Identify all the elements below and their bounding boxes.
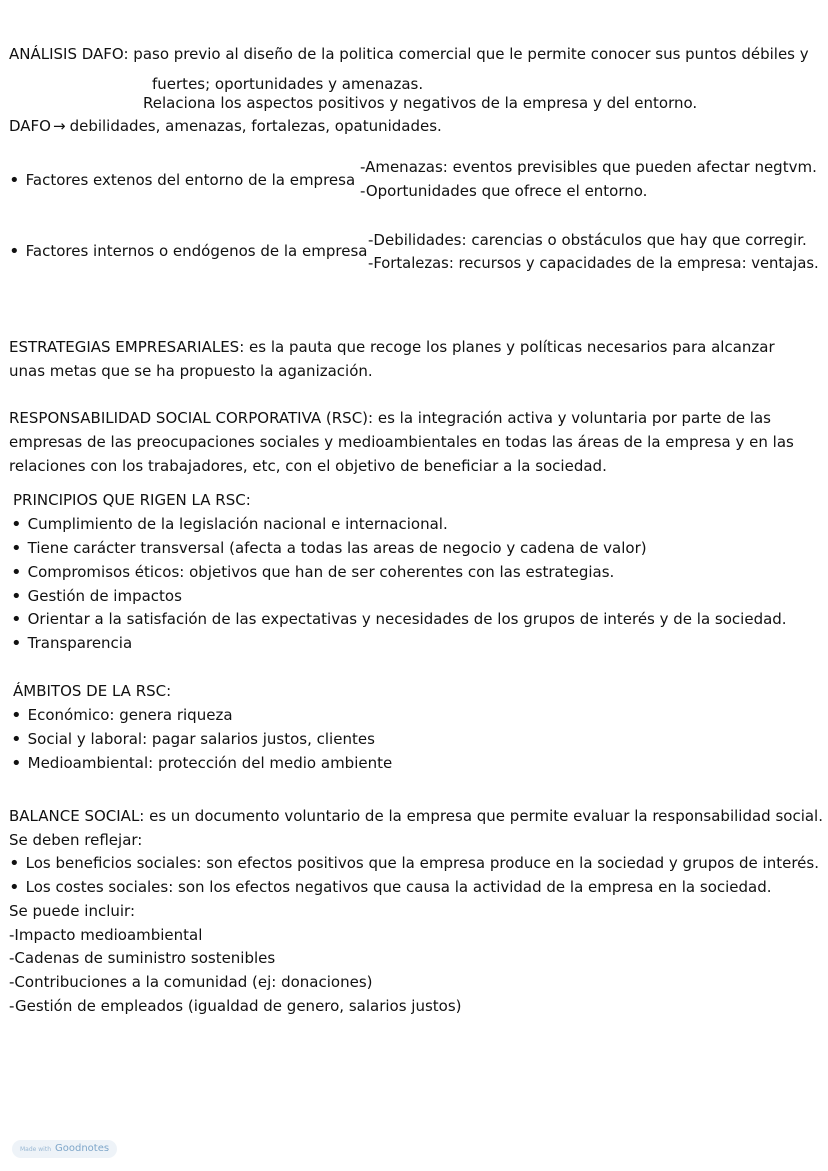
balance-line-1: BALANCE SOCIAL: es un documento voluntario de la empresa que permite evaluar la responsabilidad social. <box>9 807 823 825</box>
dafo-line-1: ANÁLISIS DAFO: paso previo al diseño de la politica comercial que le permite conocer sus puntos débiles y <box>9 45 809 63</box>
rsc-line-2: empresas de las preocupaciones sociales y medioambientales en todas las áreas de la empresa y en las <box>9 433 794 451</box>
principio-item: • Transparencia <box>11 633 132 653</box>
principio-item: • Gestión de impactos <box>11 586 182 606</box>
estrategias-line-2: unas metas que se ha propuesto la aganización. <box>9 362 373 380</box>
balance-dash-item: -Cadenas de suministro sostenibles <box>9 949 276 967</box>
balance-bullet-costs: • Los costes sociales: son los efectos negativos que causa la actividad de la empresa en la sociedad. <box>9 877 772 897</box>
ambito-item: • Económico: genera riqueza <box>11 705 233 725</box>
principio-item: • Tiene carácter transversal (afecta a todas las areas de negocio y cadena de valor) <box>11 538 647 558</box>
balance-line-3: Se puede incluir: <box>9 902 136 920</box>
balance-line-2: Se deben reflejar: <box>9 831 143 849</box>
balance-bullet-benefits: • Los beneficios sociales: son efectos positivos que la empresa produce en la sociedad y grupos de interés. <box>9 853 819 873</box>
dafo-line-4 <box>9 116 442 136</box>
principios-title: PRINCIPIOS QUE RIGEN LA RSC: <box>13 491 251 509</box>
dafo-line-2: fuertes; oportunidades y amenazas. <box>152 75 424 93</box>
rsc-line-3: relaciones con los trabajadores, etc, con el objetivo de beneficiar a la sociedad. <box>9 457 607 475</box>
dafo-internal-factors: • Factores internos o endógenos de la empresa <box>9 241 367 261</box>
principio-item: • Compromisos éticos: objetivos que han de ser coherentes con las estrategias. <box>11 562 614 582</box>
rsc-line-1: RESPONSABILIDAD SOCIAL CORPORATIVA (RSC): es la integración activa y voluntaria por parte de las <box>9 409 771 427</box>
dafo-acronym: DAFO <box>9 117 51 135</box>
dafo-opportunities: -Oportunidades que ofrece el entorno. <box>360 182 648 200</box>
balance-dash-item: -Gestión de empleados (igualdad de genero, salarios justos) <box>9 997 462 1015</box>
dafo-strengths: -Fortalezas: recursos y capacidades de la empresa: ventajas. <box>368 255 819 272</box>
ambito-item: • Medioambiental: protección del medio ambiente <box>11 753 392 773</box>
balance-dash-item: -Contribuciones a la comunidad (ej: donaciones) <box>9 973 373 991</box>
dafo-line-3: Relaciona los aspectos positivos y negativos de la empresa y del entorno. <box>143 94 698 112</box>
principio-item: • Orientar a la satisfación de las expectativas y necesidades de los grupos de interés y de la sociedad. <box>11 609 787 629</box>
principio-item: • Cumplimiento de la legislación nacional e internacional. <box>11 514 448 534</box>
estrategias-line-1: ESTRATEGIAS EMPRESARIALES: es la pauta que recoge los planes y políticas necesarios para alcanzar <box>9 338 775 356</box>
ambitos-title: ÁMBITOS DE LA RSC: <box>13 682 172 700</box>
dafo-list: debilidades, amenazas, fortalezas, opatunidades. <box>69 117 442 135</box>
badge-made-with: Made with <box>20 1146 51 1153</box>
dafo-external-factors: • Factores extenos del entorno de la empresa <box>9 170 355 190</box>
balance-dash-item: -Impacto medioambiental <box>9 926 203 944</box>
badge-brand: Goodnotes <box>55 1143 110 1154</box>
goodnotes-badge <box>12 1140 117 1158</box>
dafo-weaknesses: -Debilidades: carencias o obstáculos que hay que corregir. <box>368 231 807 249</box>
dafo-threats: -Amenazas: eventos previsibles que pueden afectar negtvm. <box>360 158 817 176</box>
arrow-right-icon: → <box>52 117 66 135</box>
ambito-item: • Social y laboral: pagar salarios justos, clientes <box>11 729 375 749</box>
